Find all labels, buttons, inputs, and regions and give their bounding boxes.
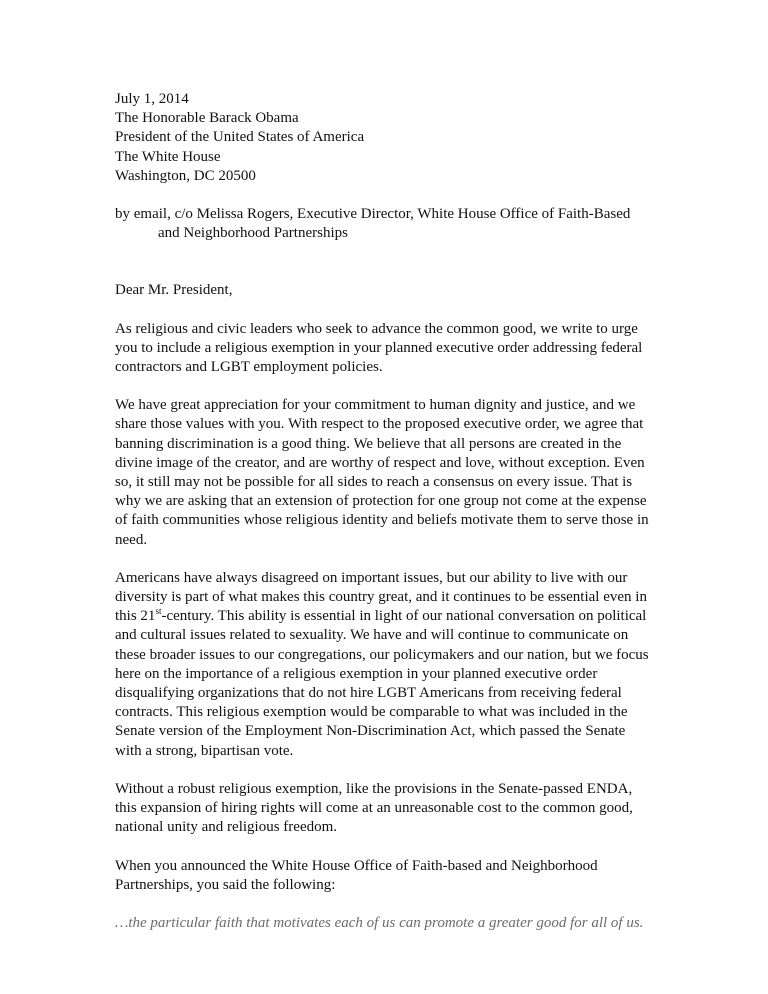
paragraph-3	[115, 569, 655, 761]
letter-date: July 1, 2014	[115, 91, 189, 107]
paragraph-3-part-2: -century. This ability is essential in light of our national conversation on political and cultural issues related to sexuality. We have and will continue to communicate on these broader issues to our congregations, our policymakers and our nation, but we focus here on the importance of a religious exemption in your planned executive order disqualifying organizations that do not hire LGBT Americans from receiving federal contracts. This religious exemption would be comparable to what was included in the Senate version of the Employment Non-Discrimination Act, which passed the Senate with a strong, bipartisan vote.	[115, 608, 649, 759]
recipient-city: Washington, DC 20500	[115, 167, 256, 184]
recipient-title: President of the United States of America	[115, 129, 365, 146]
recipient-address	[115, 109, 655, 186]
salutation: Dear Mr. President,	[115, 282, 233, 299]
quotation: …the particular faith that motivates each of us can promote a greater good for all of us.	[115, 914, 644, 931]
delivery-note: by email, c/o Melissa Rogers, Executive Director, White House Office of Faith-Based and Neighborhood Partnerships	[115, 206, 631, 242]
letter-body	[115, 90, 655, 933]
recipient-name: The Honorable Barack Obama	[115, 110, 299, 127]
recipient-office: The White House	[115, 148, 221, 165]
paragraph-3-part-1: Americans have always disagreed on important issues, but our ability to live with our diversity is part of what makes this country great, and it continues to be essential even in this 21	[115, 569, 647, 625]
ordinal-superscript: st	[155, 606, 162, 617]
paragraph-2: We have great appreciation for your commitment to human dignity and justice, and we share those values with you. With respect to the proposed executive order, we agree that banning discrimination is a good thing. We believe that all persons are created in the divine image of the creator, and are worthy of respect and love, without exception. Even so, it still may not be possible for all sides to reach a consensus on every issue. That is why we are asking that an extension of protection for one group not come at the expense of faith communities whose religious identity and beliefs motivate them to serve those in need.	[115, 397, 649, 548]
paragraph-4: Without a robust religious exemption, like the provisions in the Senate-passed ENDA, this expansion of hiring rights will come at an unreasonable cost to the common good, national unity and religious freedom.	[115, 780, 633, 836]
paragraph-5: When you announced the White House Office of Faith-based and Neighborhood Partnerships, you said the following:	[115, 857, 598, 893]
paragraph-1: As religious and civic leaders who seek to advance the common good, we write to urge you to include a religious exemption in your planned executive order addressing federal contractors and LGBT employment policies.	[115, 320, 643, 376]
